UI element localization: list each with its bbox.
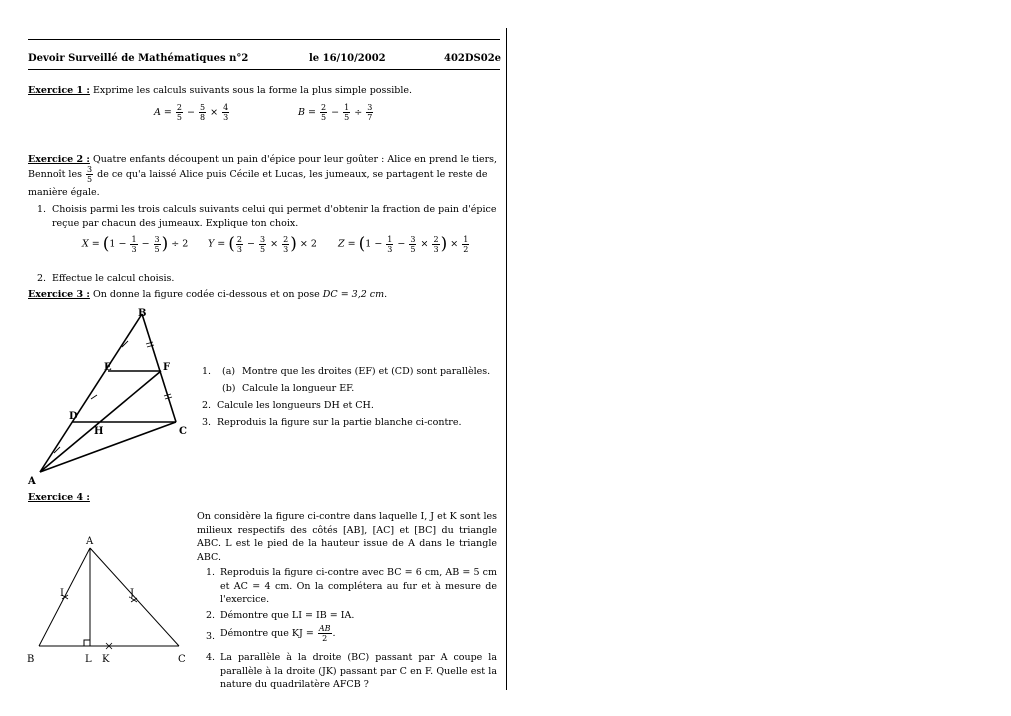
exercise-4-q1-text: Reproduis la figure ci-contre avec BC = 6 cm, AB = 5 cm et AC = 4 cm. On la complétera au fur et à mesure de l'exercice. — [220, 567, 497, 606]
exercise-2-q1-number: 1. — [37, 204, 47, 215]
document-code: 402DS02e — [444, 53, 502, 64]
exercise-4-q3-text: Démontre que KJ = $\frac{AB}{2}$ . — [220, 624, 336, 643]
expression-B: B = $\frac{2}{5}$ − $\frac{1}{5}$ ÷ $\frac{3}{7}$ — [298, 103, 373, 122]
exercise-2-line-2: Bennoît les $\frac{3}{5}$ de ce qu'a laissé Alice puis Cécile et Lucas, les jumeaux, se partagent le reste de — [28, 165, 488, 184]
exercise-3-q1a-text: Montre que les droites (EF) et (CD) sont parallèles. — [242, 366, 491, 377]
exercise-4-q2-number: 2. — [206, 610, 216, 621]
exercise-3-q1a-label: (a) — [222, 366, 236, 377]
point-label-I: I — [60, 588, 64, 599]
exercise-3-q2-number: 2. — [202, 400, 212, 411]
expression-Z: Z = (1 − $\frac{1}{3}$ − $\frac{3}{5}$ × $\frac{2}{3}$ ) × $\frac{1}{2}$ — [338, 234, 469, 254]
exercise-4-q1-number: 1. — [206, 567, 216, 578]
exercise-2-line-3: manière égale. — [28, 187, 100, 198]
document-date: le 16/10/2002 — [309, 53, 386, 64]
exercise-4-label: Exercice 4 : — [28, 492, 90, 503]
right-angle-mark — [84, 640, 90, 646]
exercise-2-q1-text: Choisis parmi les trois calculs suivants celui qui permet d'obtenir la fraction de pain d'épice reçue par chacun des jumeaux. Explique ton choix. — [52, 204, 497, 229]
exercise-1-label: Exercice 1 : — [28, 85, 90, 96]
segment-AC — [40, 422, 176, 472]
exercise-4-intro: On considère la figure ci-contre dans laquelle I, J et K sont les milieux respectifs des côtés [AB], [AC] et [BC] du triangle ABC. L est le pied de la hauteur issue de A dans le triangle ABC. — [197, 511, 497, 563]
exercise-4-q4-text: La parallèle à la droite (BC) passant par A coupe la parallèle à la droite (JK) passant par C en F. Quelle est la nature du quadrilatère AFCB ? — [220, 652, 497, 691]
exercise-3-q1b-label: (b) — [222, 383, 236, 394]
point-label-C: C — [178, 654, 186, 665]
point-label-F: F — [163, 362, 171, 373]
exercise-2-line-1: Exercice 2 : Quatre enfants découpent un pain d'épice pour leur goûter : Alice en prend le tiers, — [28, 154, 498, 165]
exercise-4-q2-text: Démontre que LI = IB = IA. — [220, 610, 355, 621]
segment-AB — [40, 314, 142, 472]
point-label-C: C — [179, 426, 187, 437]
expression-Y: Y = ( $\frac{2}{3}$ − $\frac{3}{5}$ × $\frac{2}{3}$ ) × 2 — [208, 234, 317, 254]
exercise-3-q3-text: Reproduis la figure sur la partie blanche ci-contre. — [217, 417, 462, 428]
exercise-3-q3-number: 3. — [202, 417, 212, 428]
exercise-4-q3-number: 3. — [206, 631, 216, 642]
exercise-2-q2-number: 2. — [37, 273, 47, 284]
exercise-3-label: Exercice 3 : — [28, 289, 90, 300]
right-margin-rule — [506, 28, 507, 690]
exercise-2-q2-text: Effectue le calcul choisis. — [52, 273, 175, 284]
point-label-A: A — [86, 536, 94, 547]
exercise-3-q1-number: 1. — [202, 366, 212, 377]
segment-BC — [142, 314, 176, 422]
point-label-J: J — [130, 588, 135, 599]
exercise-3-figure — [20, 304, 200, 486]
expression-X: X = (1 − $\frac{1}{3}$ − $\frac{3}{5}$ ) ÷ 2 — [82, 234, 189, 254]
point-label-E: E — [104, 362, 112, 373]
point-label-B: B — [27, 654, 35, 665]
top-rule — [28, 39, 500, 40]
exercise-4-q4-number: 4. — [206, 652, 216, 663]
exercise-3-statement: Exercice 3 : On donne la figure codée ci-dessous et on pose DC = 3,2 cm. — [28, 289, 388, 300]
segment-AC — [90, 548, 179, 646]
document-title: Devoir Surveillé de Mathématiques n°2 — [28, 53, 249, 64]
exercise-2-label: Exercice 2 : — [28, 154, 90, 165]
expression-A: A = $\frac{2}{5}$ − $\frac{5}{8}$ × $\frac{4}{3}$ — [154, 103, 229, 122]
point-label-H: H — [94, 426, 104, 437]
exercise-1-statement — [28, 84, 412, 97]
header-rule — [28, 69, 500, 70]
exercise-4-figure — [24, 532, 196, 668]
point-label-L: L — [85, 654, 92, 665]
exercise-1-text: Exprime les calculs suivants sous la forme la plus simple possible. — [92, 85, 413, 96]
point-label-B: B — [138, 308, 147, 319]
point-label-A: A — [28, 476, 36, 486]
point-label-K: K — [102, 654, 110, 665]
exercise-3-q1b-text: Calcule la longueur EF. — [242, 383, 355, 394]
point-label-D: D — [69, 411, 78, 422]
exercise-3-q2-text: Calcule les longueurs DH et CH. — [217, 400, 374, 411]
